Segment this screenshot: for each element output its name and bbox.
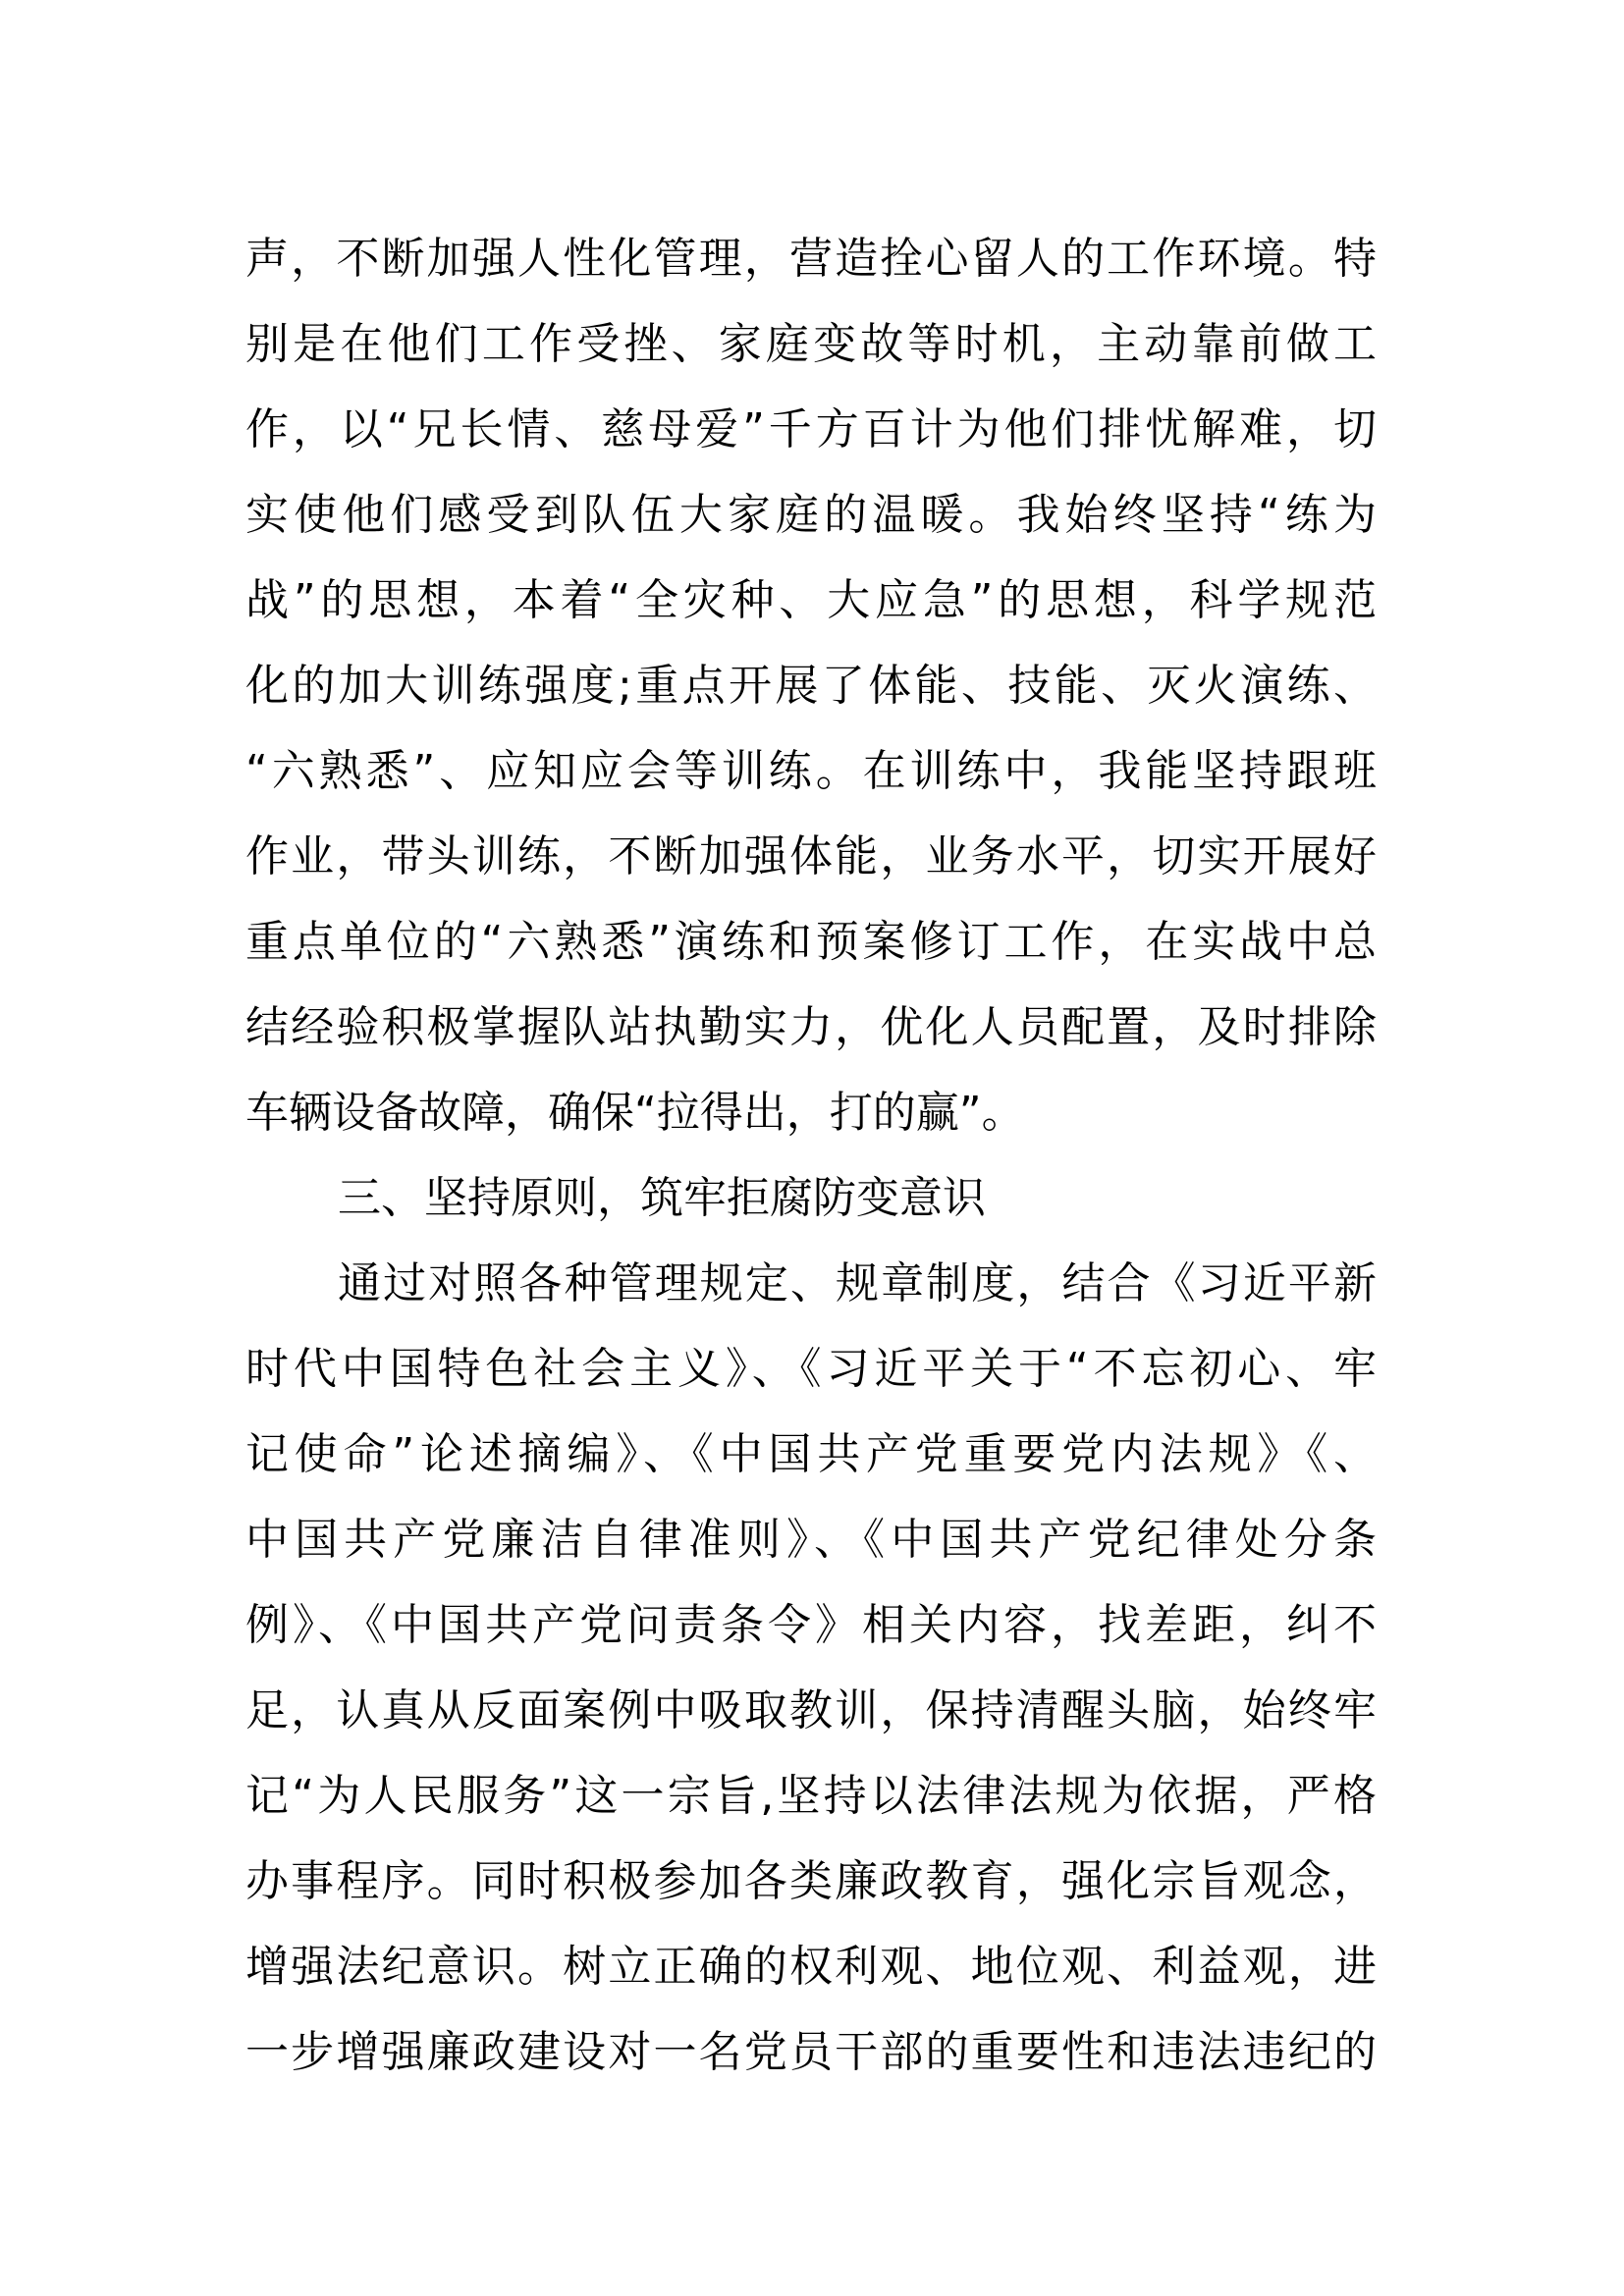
text-line: 例》、《中国共产党问责条令》相关内容，找差距，纠不 — [245, 1600, 1377, 1650]
text-line: 作，以“兄长情、慈母爱”千方百计为他们排忧解难，切 — [245, 404, 1377, 454]
text-line: 记使命”论述摘编》、《中国共产党重要党内法规》《、 — [245, 1429, 1377, 1479]
text-line: 别是在他们工作受挫、家庭变故等时机，主动靠前做工 — [245, 319, 1377, 369]
text-line: 实使他们感受到队伍大家庭的温暖。我始终坚持“练为 — [245, 490, 1377, 540]
text-line: 化的加大训练强度;重点开展了体能、技能、灭火演练、 — [245, 661, 1377, 711]
text-line: 时代中国特色社会主义》、《习近平关于“不忘初心、牢 — [245, 1344, 1377, 1394]
text-line: 重点单位的“六熟悉”演练和预案修订工作，在实战中总 — [245, 917, 1377, 967]
text-line: 结经验积极掌握队站执勤实力，优化人员配置，及时排除 — [245, 1002, 1377, 1052]
paragraph-end-line: 车辆设备故障，确保“拉得出，打的赢”。 — [245, 1088, 1025, 1138]
text-line: 声，不断加强人性化管理，营造拴心留人的工作环境。特 — [245, 234, 1377, 284]
document-text-block — [245, 216, 1377, 2095]
text-line: 增强法纪意识。树立正确的权利观、地位观、利益观，进 — [245, 1942, 1377, 1992]
text-line: 足，认真从反面案例中吸取教训，保持清醒头脑，始终牢 — [245, 1685, 1377, 1735]
text-line: 记“为人民服务”这一宗旨,坚持以法律法规为依据，严格 — [245, 1771, 1377, 1821]
text-line: 中国共产党廉洁自律准则》、《中国共产党纪律处分条 — [245, 1515, 1377, 1565]
text-line: 办事程序。同时积极参加各类廉政教育，强化宗旨观念， — [245, 1856, 1377, 1906]
text-line: 一步增强廉政建设对一名党员干部的重要性和违法违纪的 — [245, 2027, 1377, 2077]
text-line: 作业，带头训练，不断加强体能，业务水平，切实开展好 — [245, 831, 1377, 881]
text-line: “六熟悉”、应知应会等训练。在训练中，我能坚持跟班 — [245, 746, 1377, 796]
paragraph-first-line: 通过对照各种管理规定、规章制度，结合《习近平新 — [338, 1258, 1377, 1308]
text-line: 战”的思想，本着“全灾种、大应急”的思想，科学规范 — [245, 575, 1377, 625]
section-heading: 三、坚持原则，筑牢拒腐防变意识 — [338, 1173, 986, 1223]
